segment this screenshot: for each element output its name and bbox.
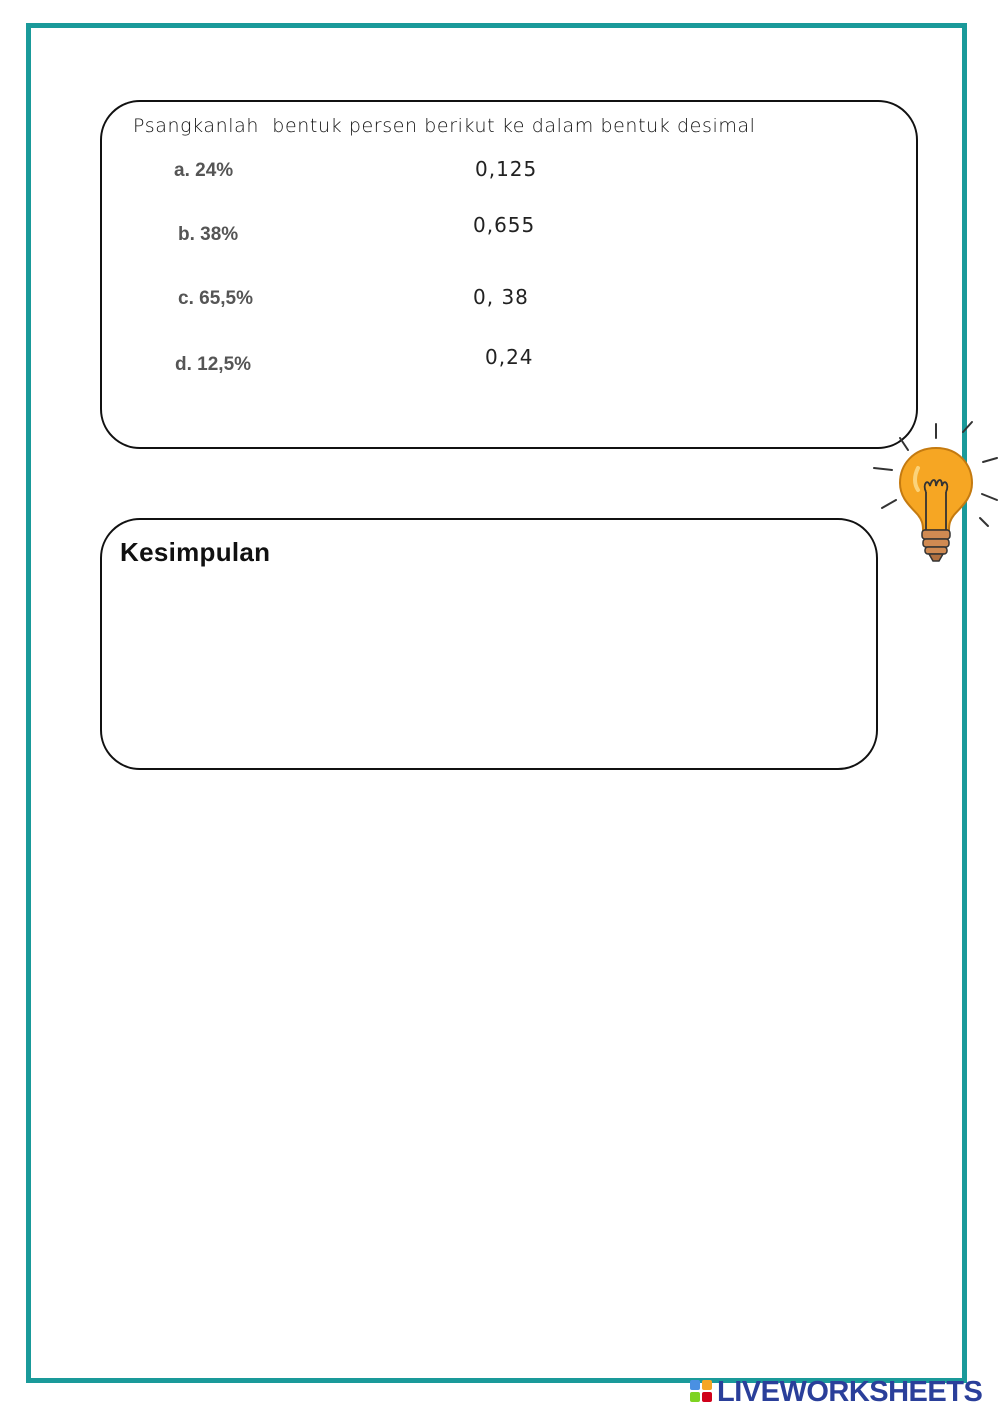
question-c: c. 65,5% <box>178 288 253 309</box>
answer-field-d[interactable]: 0,24 <box>485 345 534 369</box>
conclusion-title: Kesimpulan <box>120 537 271 567</box>
answer-field-a[interactable]: 0,125 <box>475 157 538 181</box>
question-d: d. 12,5% <box>175 354 252 375</box>
lightbulb-icon <box>868 420 999 570</box>
instruction-text: Psangkanlah bentuk persen berikut ke dalam bentuk desimal <box>133 115 756 137</box>
question-a: a. 24% <box>174 160 234 181</box>
question-b: b. 38% <box>178 224 239 245</box>
exercise-box <box>100 100 918 449</box>
answer-field-c[interactable]: 0, 38 <box>473 285 529 309</box>
answer-field-b[interactable]: 0,655 <box>473 213 536 237</box>
brand-name: LIVEWORKSHEETS <box>717 1375 983 1408</box>
liveworksheets-logo-icon <box>690 1380 714 1404</box>
liveworksheets-logo <box>690 1375 990 1409</box>
